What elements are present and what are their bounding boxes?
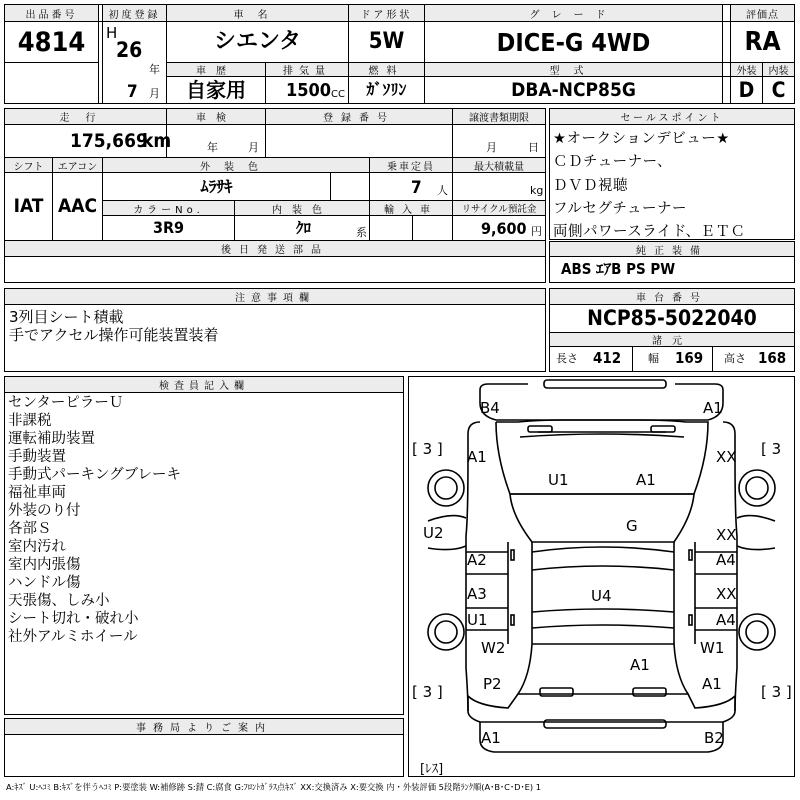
inspector-line: 非課税 (8, 413, 52, 429)
damage-mark: XX (716, 448, 737, 466)
transfer-day-unit: 日 (528, 141, 539, 154)
damage-mark: B4 (480, 399, 500, 417)
displacement-header: 排気量 (266, 62, 348, 76)
inspection-month-unit: 月 (248, 141, 259, 154)
inspector-line: 天張傷、しみ小 (8, 593, 110, 609)
sales-point-line: フルセグチューナー (553, 200, 687, 217)
equipment-header: 純正装備 (550, 242, 794, 256)
width-label: 幅 (648, 352, 659, 365)
inspector-line: 手動装置 (8, 449, 66, 465)
car-history: 自家用 (186, 78, 246, 102)
displacement: 1500 (286, 80, 332, 101)
inspector-line: 室内汚れ (8, 539, 66, 555)
first-reg-month: 7 (127, 82, 138, 102)
sales-point-line: 両側パワースライド、ＥＴＣ (553, 224, 746, 241)
damage-mark: P2 (483, 675, 502, 693)
equipment-list: ABS ｴｱB PS PW (561, 260, 676, 278)
tire-bracket: [ 3 ] (412, 440, 443, 458)
car-name-header: 車名 (167, 5, 348, 21)
damage-mark: A1 (481, 729, 501, 747)
first-reg-year: 26 (116, 38, 143, 62)
inspection-header: 車検 (167, 109, 265, 124)
damage-mark: A1 (636, 471, 656, 489)
fuel: ｶﾞｿﾘﾝ (366, 80, 407, 99)
grade: DICE-G 4WD (496, 27, 651, 57)
door-type: 5W (368, 29, 405, 54)
first-reg-year-unit: 年 (149, 63, 160, 76)
note-line: 3列目シート積載 (9, 308, 124, 326)
aircon-header: エアコン (53, 158, 102, 172)
sales-points-header: セールスポイント (550, 109, 794, 124)
car-diagram (408, 376, 795, 777)
inspector-line: 各部Ｓ (8, 521, 52, 537)
sales-point-line: ★オークションデビュー★ (553, 131, 730, 147)
inspector-line: 外装のり付 (8, 503, 81, 519)
notes-header: 注意事項欄 (5, 289, 545, 304)
exterior-header: 外装 (731, 62, 762, 76)
damage-mark: U2 (423, 524, 444, 542)
damage-mark: A1 (467, 448, 487, 466)
mileage-unit: km (142, 130, 172, 152)
length-label: 長さ (556, 352, 578, 365)
first-reg-month-unit: 月 (149, 87, 160, 100)
ext-color: ﾑﾗｻｷ (200, 176, 233, 196)
damage-mark: U1 (467, 611, 488, 629)
shift: IAT (13, 195, 44, 217)
length-value: 412 (593, 349, 622, 367)
ext-color-header: 外装色 (103, 158, 369, 172)
inspection-year-unit: 年 (207, 141, 218, 154)
chassis-header: 車台番号 (550, 289, 794, 304)
damage-mark: W1 (700, 639, 725, 657)
aircon: AAC (57, 195, 97, 217)
damage-mark: XX (716, 585, 737, 603)
inspector-line: センターピラーＵ (8, 395, 124, 411)
recycle-header: リサイクル預託金 (453, 201, 545, 215)
score: RA (744, 27, 781, 57)
tire-bracket: [ 3 ] (761, 683, 792, 701)
mileage: 175,669 (70, 130, 148, 152)
first-reg-era: H (106, 24, 118, 42)
displacement-unit: CC (331, 89, 345, 100)
lot-no-header: 出品番号 (5, 5, 98, 21)
recycle-fee: 9,600 (481, 219, 527, 238)
inspector-line: 運転補助装置 (8, 431, 95, 447)
color-no-header: カラーNo. (103, 201, 234, 215)
damage-mark: A3 (467, 585, 487, 603)
reg-no-header: 登録番号 (266, 109, 452, 124)
first-reg-header: 初度登録 (103, 5, 166, 21)
damage-mark: G (626, 517, 638, 535)
damage-mark: U4 (591, 587, 612, 605)
damage-mark: A1 (703, 399, 723, 417)
sales-point-line: ＣＤチューナー、 (553, 154, 672, 171)
model: DBA-NCP85G (511, 78, 636, 101)
transfer-header: 譲渡書類期限 (453, 109, 545, 124)
lot-no: 4814 (17, 26, 86, 58)
damage-mark: XX (716, 526, 737, 544)
damage-mark: A4 (716, 551, 736, 569)
sales-points-list (553, 128, 746, 244)
damage-mark: U1 (548, 471, 569, 489)
car-name: シエンタ (213, 29, 302, 54)
grade-header: グレード (425, 5, 722, 21)
damage-mark: B2 (704, 729, 724, 747)
capacity: 7 (411, 178, 422, 198)
history-header: 車歴 (167, 62, 265, 76)
height-label: 高さ (724, 352, 746, 365)
shift-header: シフト (5, 158, 52, 172)
int-color: ｸﾛ (296, 219, 312, 237)
spare-tire-bracket: [ﾚｽ] (420, 762, 444, 777)
width-value: 169 (675, 349, 704, 367)
damage-mark: A1 (702, 675, 722, 693)
height-value: 168 (758, 349, 787, 367)
interior-header: 内装 (763, 62, 794, 76)
capacity-unit: 人 (437, 184, 448, 197)
inspector-notes (8, 394, 181, 646)
color-no: 3R9 (152, 218, 185, 237)
recycle-fee-unit: 円 (531, 225, 542, 238)
capacity-header: 乗車定員 (370, 158, 452, 172)
damage-mark: W2 (481, 639, 506, 657)
inspector-line: 室内内張傷 (8, 557, 81, 573)
door-header: ドア形状 (349, 5, 424, 21)
tire-bracket: [ 3 (761, 440, 782, 458)
notes-list (9, 308, 219, 344)
model-header: 型式 (425, 62, 722, 76)
damage-mark: A1 (630, 656, 650, 674)
office-header: 事務局よりご案内 (5, 719, 403, 734)
damage-mark: A4 (716, 611, 736, 629)
legend: A:ｷｽﾞ U:ﾍｺﾐ B:ｷｽﾞを伴うﾍｺﾐ P:要塗装 W:補修跡 S:錆 C:腐食 G:ﾌﾛﾝﾄｶﾞﾗｽ点ｷｽﾞ XX:交換済み X:要交換 内・外装評価 5段階ﾗﾝｸ順(A･B･C･D･E) 1 (6, 782, 542, 792)
damage-mark: A2 (467, 551, 487, 569)
inspector-line: 手動式パーキングブレーキ (8, 467, 181, 483)
inspector-line: シート切れ・破れ小 (8, 611, 139, 627)
inspector-header: 検査員記入欄 (5, 377, 403, 392)
score-header: 評価点 (731, 5, 794, 21)
max-load-header: 最大積載量 (453, 158, 545, 172)
exterior-score: D (738, 77, 755, 102)
int-color-unit: 系 (356, 226, 367, 239)
int-color-header: 内装色 (235, 201, 369, 215)
max-load-unit: kg (530, 184, 544, 197)
spec-header: 諸元 (550, 333, 794, 346)
chassis-number: NCP85-5022040 (587, 306, 757, 330)
fuel-header: 燃料 (349, 62, 424, 76)
inspector-line: 社外アルミホイール (8, 629, 138, 645)
inspector-line: ハンドル傷 (8, 575, 81, 591)
transfer-month-unit: 月 (486, 141, 497, 154)
note-line: 手でアクセル操作可能装置装着 (9, 326, 219, 344)
inspector-line: 福祉車両 (8, 485, 66, 501)
sales-point-line: ＤＶＤ視聴 (553, 177, 628, 194)
mileage-header: 走行 (5, 109, 166, 124)
tire-bracket: [ 3 ] (412, 683, 443, 701)
import-header: 輸入車 (370, 201, 452, 215)
interior-score: C (771, 77, 786, 102)
later-parts-header: 後日発送部品 (5, 241, 545, 256)
